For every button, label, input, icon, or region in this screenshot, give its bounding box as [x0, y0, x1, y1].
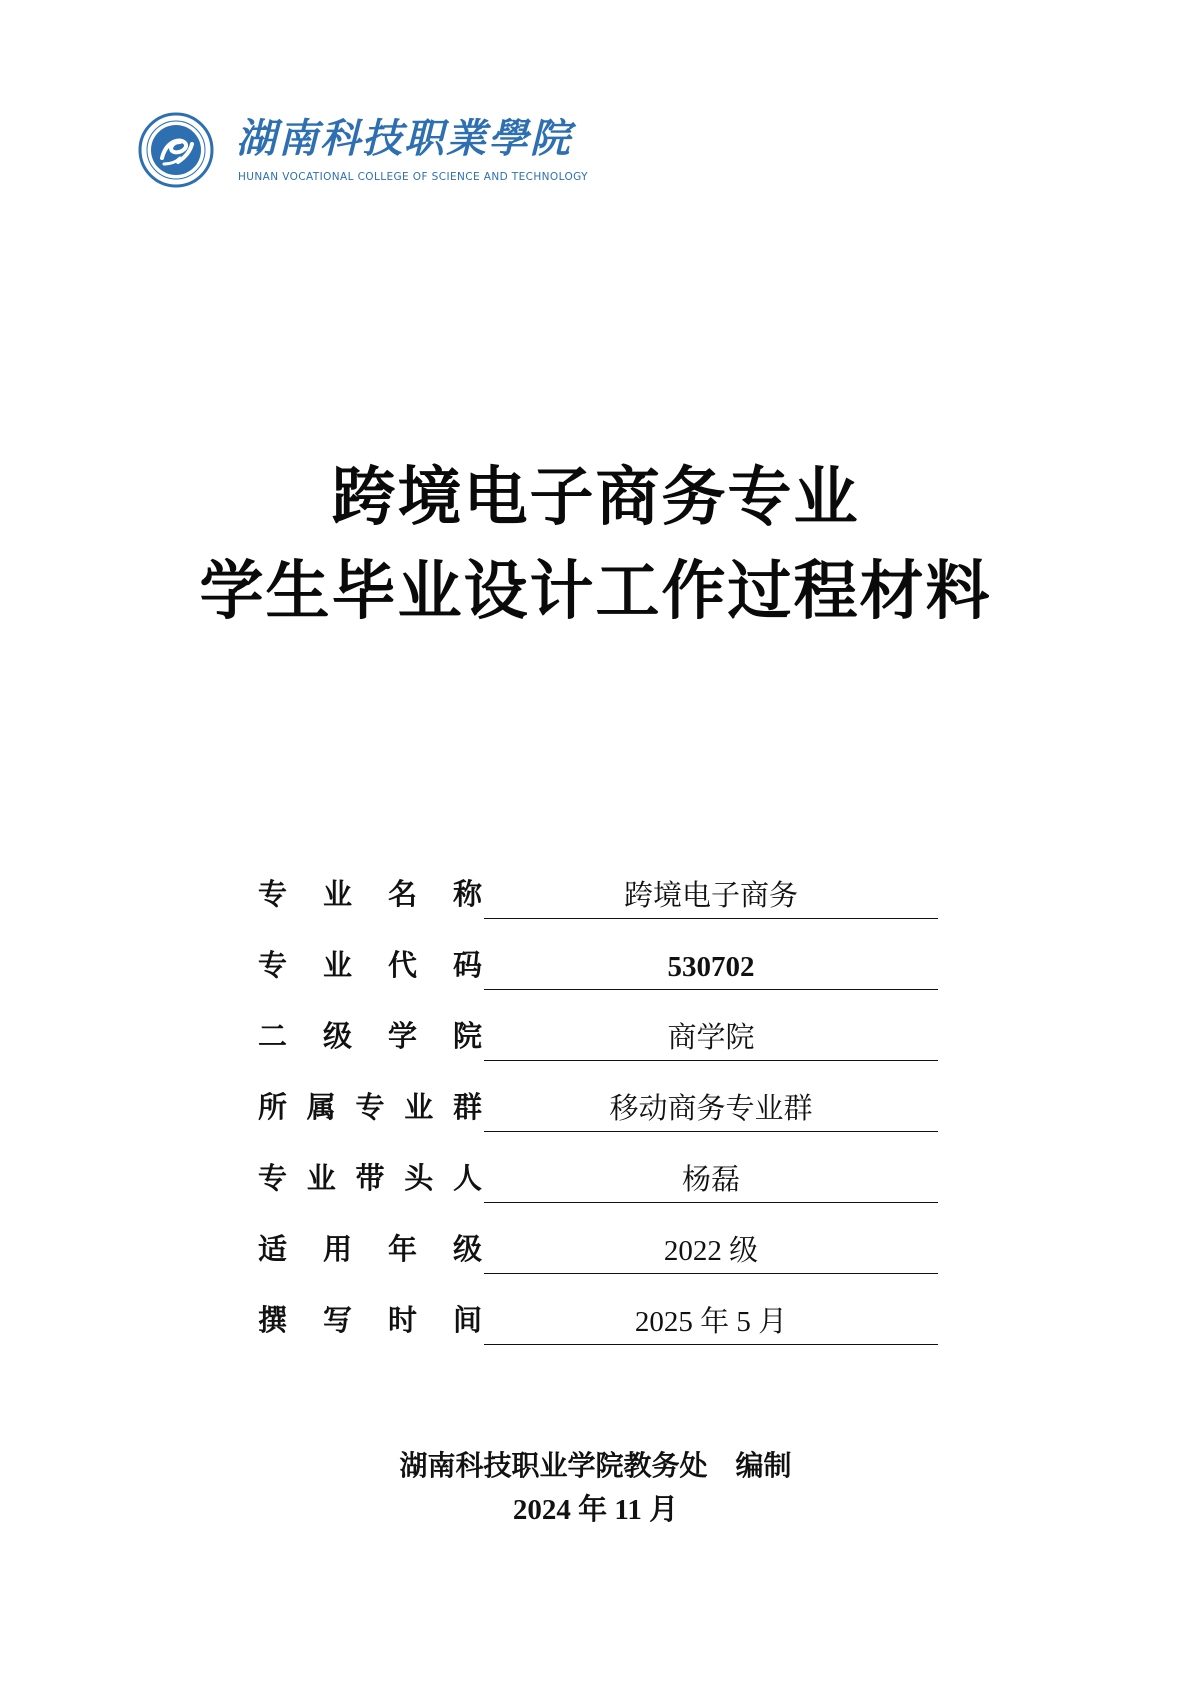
info-value: 移动商务专业群 — [484, 1087, 938, 1132]
info-value: 530702 — [484, 945, 938, 990]
info-row — [258, 1152, 938, 1223]
info-label-char: 院 — [452, 1019, 482, 1053]
info-label — [258, 1300, 482, 1340]
info-label-char: 学 — [387, 1019, 417, 1053]
info-label-char: 码 — [452, 948, 482, 982]
info-label-char: 代 — [387, 948, 417, 982]
info-label-char: 业 — [404, 1090, 434, 1124]
info-label-char: 名 — [387, 877, 417, 911]
info-label-char: 业 — [306, 1161, 336, 1195]
info-label-char: 所 — [258, 1090, 288, 1124]
college-seal-icon — [138, 112, 214, 188]
info-row — [258, 939, 938, 1010]
college-name-en: HUNAN VOCATIONAL COLLEGE OF SCIENCE AND TECHNOLOGY — [238, 171, 588, 183]
info-label-char: 专 — [258, 1161, 288, 1195]
info-label-char: 级 — [452, 1232, 482, 1266]
info-label-char: 专 — [355, 1090, 385, 1124]
info-row — [258, 1081, 938, 1152]
info-label — [258, 1016, 482, 1056]
info-label-char: 属 — [306, 1090, 336, 1124]
info-row — [258, 1223, 938, 1294]
info-label-char: 适 — [258, 1232, 288, 1266]
info-label-char: 头 — [404, 1161, 434, 1195]
info-label-char: 业 — [322, 877, 352, 911]
college-name-cn: 湖南科技职業學院 — [236, 115, 572, 162]
info-label — [258, 945, 482, 985]
info-label-char: 业 — [322, 948, 352, 982]
document-title-line-2: 学生毕业设计工作过程材料 — [199, 555, 992, 629]
footer-org: 湖南科技职业学院教务处 编制 — [399, 1449, 792, 1482]
college-logo — [138, 112, 618, 192]
info-value: 2025 年 5 月 — [484, 1300, 938, 1345]
document-title-line-1: 跨境电子商务专业 — [331, 461, 860, 535]
info-label-char: 专 — [258, 877, 288, 911]
info-label-char: 用 — [322, 1232, 352, 1266]
info-table — [258, 868, 938, 1365]
info-label — [258, 874, 482, 914]
info-label-char: 时 — [387, 1303, 417, 1337]
info-label-char: 间 — [452, 1303, 482, 1337]
info-label-char: 写 — [322, 1303, 352, 1337]
info-label-char: 年 — [387, 1232, 417, 1266]
info-label — [258, 1158, 482, 1198]
info-label — [258, 1229, 482, 1269]
info-label-char: 群 — [452, 1090, 482, 1124]
info-value: 跨境电子商务 — [484, 874, 938, 919]
footer-date: 2024 年 11 月 — [512, 1494, 679, 1526]
info-label-char: 专 — [258, 948, 288, 982]
info-value: 商学院 — [484, 1016, 938, 1061]
info-label-char: 级 — [322, 1019, 352, 1053]
info-row — [258, 868, 938, 939]
info-label-char: 二 — [258, 1019, 288, 1053]
info-label-char: 带 — [355, 1161, 385, 1195]
info-row — [258, 1010, 938, 1081]
info-value: 2022 级 — [484, 1229, 938, 1274]
info-row — [258, 1294, 938, 1365]
info-value: 杨磊 — [484, 1158, 938, 1203]
info-label-char: 撰 — [258, 1303, 288, 1337]
info-label — [258, 1087, 482, 1127]
info-label-char: 称 — [452, 877, 482, 911]
info-label-char: 人 — [452, 1161, 482, 1195]
